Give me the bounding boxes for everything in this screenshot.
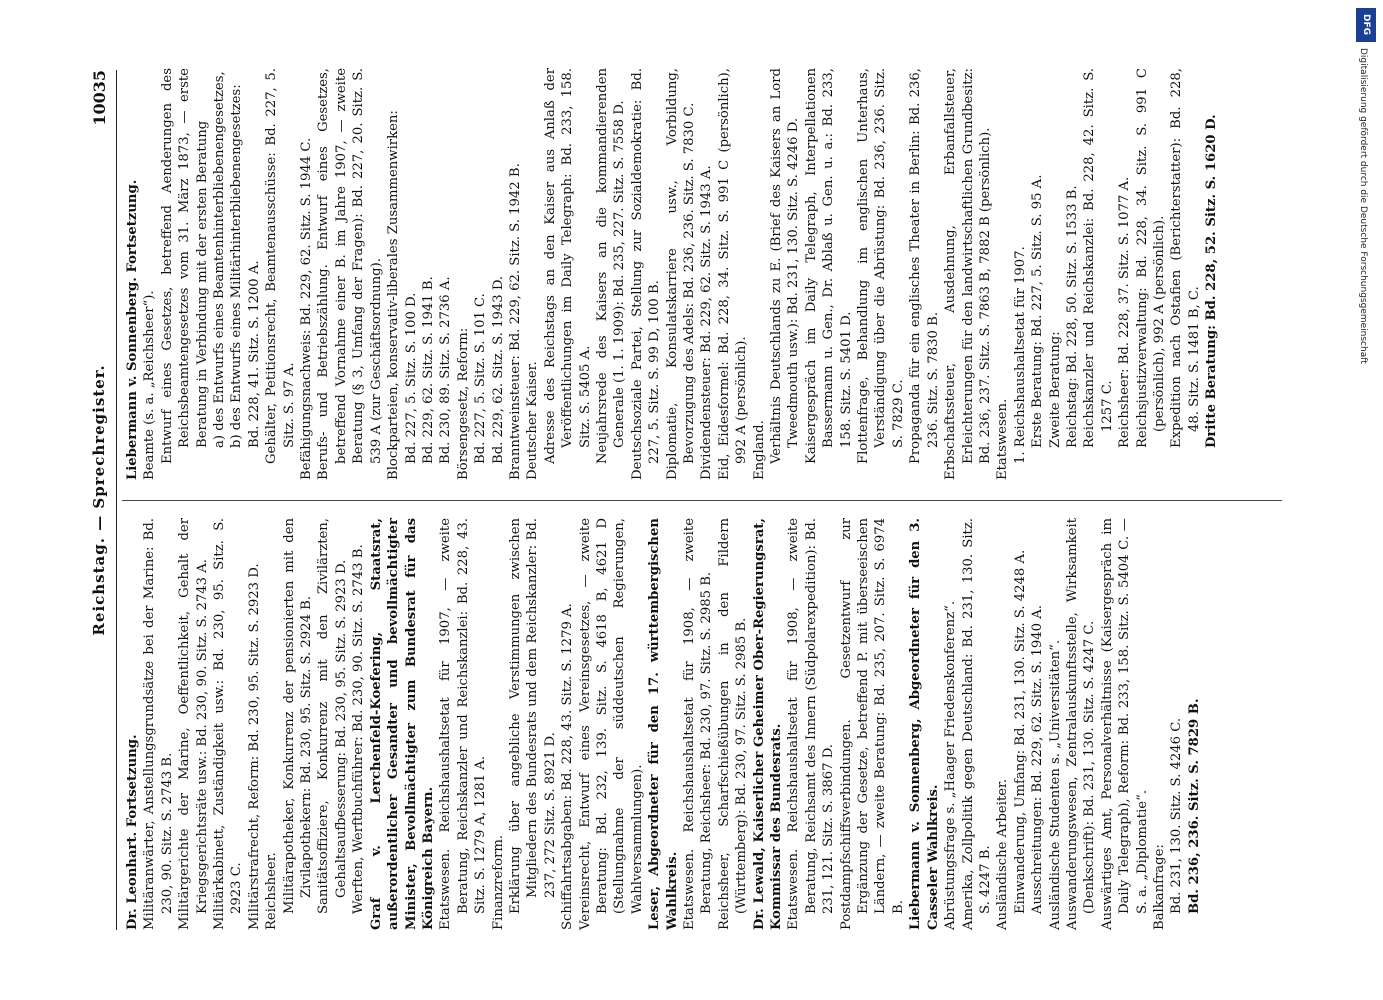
register-entry: Beamte (s. a. „Reichsheer“).: [141, 290, 157, 480]
register-entry: Etatswesen. Reichshaushaltsetat für 1908, — zweite Beratung, Reichsheer: Bd. 230, 97. Sitz. S. 2985 B.: [681, 518, 714, 930]
register-entry: Eid, Eidesformel: Bd. 228, 34. Sitz. S. 991 C (persönlich), 992 A (persönlich).: [716, 68, 749, 480]
register-entry: Reichstag: Bd. 228, 50. Sitz. S. 1533 B.: [1064, 185, 1080, 448]
register-entry: b) des Entwurfs eines Militärhinterbliebenengesetzes:: [228, 84, 244, 448]
register-entry: Bd. 229, 62. Sitz. S. 1941 B.: [420, 276, 436, 464]
header-rule: [116, 70, 117, 930]
register-entry: Kaisergespräch im Daily Telegraph, Interpellationen Bassermann u. Gen., Dr. Ablaß u. Gen. u. a.: Bd. 233, 158. Sitz. S. 5401 D.: [803, 68, 854, 464]
register-entry: Vereinsrecht, Entwurf eines Vereinsgesetzes, — zweite Beratung: Bd. 232, 139. Sitz. S. 4618 B, 4621 D (Stellungnahme der süddeutschen Regierungen, Wahlversammlungen).: [577, 518, 645, 930]
register-entry: Militärstrafrecht, Reform: Bd. 230, 95. Sitz. S. 2923 D.: [246, 563, 262, 930]
document-page: [72, 30, 1312, 970]
register-entry: Bd. 227, 5. Sitz. S. 100 D.: [403, 292, 418, 464]
register-entry: Militärapotheker, Konkurrenz der pensionierten mit den Zivilapothekern: Bd. 230, 95. Sitz. S. 2924 B.: [281, 518, 314, 914]
register-entry: Etatswesen. Reichshaushaltsetat für 1907, — zweite Beratung, Reichskanzler und Reichskanzlei: Bd. 228, 43. Sitz. S. 1279 A, 1281 A.: [437, 518, 488, 930]
register-entry: Reichsheer, Scharfschießübungen in den Fildern (Württemberg): Bd. 230, 97. Sitz. S. 2985 B.: [716, 518, 749, 930]
register-entry: Erklärung über angebliche Verstimmungen zwischen Mitgliedern des Bundesrats und dem Reichskanzler: Bd. 237, 272 Sitz. S. 8921 D.: [507, 518, 558, 914]
register-entry: Militärkabinett, Zuständigkeit usw.: Bd. 230, 95. Sitz. S. 2923 C.: [211, 518, 244, 930]
register-entry: Ausschreitungen: Bd. 229, 62. Sitz. S. 1940 A.: [1029, 605, 1045, 914]
register-entry: Reichsheer.: [263, 852, 279, 930]
register-entry: 1. Reichshaushaltsetat für 1907.: [1012, 246, 1028, 464]
register-entry: Etatswesen. Reichshaushaltsetat für 1908, — zweite Beratung, Reichsamt des Innern (Südpolarexpedition): Bd. 231, 121. Sitz. S. 3867 D.: [785, 518, 836, 930]
register-entry: Neujahrsrede des Kaisers an die kommandierenden Generale (1. 1. 1909): Bd. 235, 227. Sitz. S. 7558 D.: [594, 68, 627, 464]
register-heading: Liebermann v. Sonnenberg, Abgeordneter für den 3. Casseler Wahlkreis.: [907, 518, 941, 930]
register-entry: Entwurf eines Gesetzes, betreffend Aenderungen des Reichsbeamtengesetzes vom 31. März 1873, — erste Beratung in Verbindung mit der ersten Beratung: [159, 68, 210, 464]
register-entry: Bd. 227, 5. Sitz. S. 101 C.: [472, 293, 488, 464]
register-entry: Erbschaftssteuer, Ausdehnung, Erbanfallsteuer, Erleichterungen für den landwirtschaftlichen Grundbesitz: Bd. 236, 237. Sitz. S. 7863 B, 7882 B (persönlich).: [942, 68, 993, 480]
left-column: [124, 518, 1203, 930]
register-entry: Einwanderung, Umfang: Bd. 231, 130. Sitz. S. 4248 A.: [1012, 549, 1028, 914]
register-entry: Befähigungsnachweis: Bd. 229, 62. Sitz. S. 1944 C.: [298, 137, 314, 480]
register-entry: Dritte Beratung: Bd. 228, 52. Sitz. S. 1620 D.: [1203, 114, 1219, 448]
page-header: [90, 70, 112, 930]
register-entry: Bd. 229, 62. Sitz. S. 1943 D.: [490, 275, 506, 464]
register-entry: Reichskanzler und Reichskanzlei: Bd. 228, 42. Sitz. S. 1257 C.: [1081, 68, 1115, 448]
register-entry: Sanitätsoffiziere, Konkurrenz mit den Zivilärzten, Gehaltsaufbesserung: Bd. 230, 95. Sitz. S. 2923 D.: [315, 518, 349, 914]
right-column: [124, 68, 1221, 480]
register-entry: Ausländische Studenten s. „Universitäten“.: [1047, 639, 1063, 930]
register-entry: Expedition nach Ostafien (Berichterstatter): Bd. 228, 48. Sitz. S. 1481 B, C.: [1168, 68, 1202, 448]
register-entry: Militärgerichte der Marine, Oeffentlichkeit, Gehalt der Kriegsgerichtsräte usw.: Bd. 230, 90. Sitz. S. 2743 A.: [176, 518, 210, 930]
dfg-logo: DFG: [1356, 8, 1376, 42]
register-entry: Propaganda für ein englisches Theater in Berlin: Bd. 236, 236. Sitz. S. 7830 B.: [907, 68, 941, 464]
register-entry: Adresse des Reichstags an den Kaiser aus Anlaß der Veröffentlichungen im Daily Telegraph: Bd. 233, 158. Sitz. S. 5405 A.: [542, 68, 593, 464]
register-entry: Dividendensteuer: Bd. 229, 62. Sitz. S. 1943 A.: [698, 165, 714, 480]
register-entry: Branntweinsteuer: Bd. 229, 62. Sitz. S. 1942 B.: [507, 163, 523, 480]
column-divider: [122, 500, 1282, 501]
register-entry: Etatswesen.: [994, 398, 1010, 480]
register-entry: a) des Entwurfs eines Beamtenhinterbliebenengesetzes,: [211, 71, 227, 448]
register-entry: Finanzreform.: [490, 834, 506, 930]
register-entry: Bd. 230, 89. Sitz. S. 2736 A.: [437, 276, 453, 464]
page-number: 10035: [89, 70, 109, 126]
register-entry: Deutscher Kaiser.: [524, 361, 540, 480]
register-entry: Börsengesetz, Reform:: [455, 327, 471, 480]
register-entry: Abrüstungsfrage s. „Haager Friedenskonferenz“.: [942, 600, 958, 930]
register-heading: Liebermann v. Sonnenberg. Fortsetzung.: [124, 179, 140, 480]
register-entry: Ausländische Arbeiter.: [994, 778, 1010, 930]
register-entry: Amerika, Zollpolitik gegen Deutschland: Bd. 231, 130. Sitz. S. 4247 B.: [960, 518, 993, 930]
register-entry: Flottenfrage, Behandlung im englischen Unterhaus, Verständigung über die Abrüstung: Bd. 236, 236. Sitz. S. 7829 C.: [855, 68, 906, 464]
register-heading: Leser, Abgeordneter für den 17. württembergischen Wahlkreis.: [646, 518, 680, 930]
register-entry: Bd. 236, 236. Sitz. S. 7829 B.: [1186, 698, 1202, 914]
dfg-attribution: [1355, 8, 1377, 998]
register-entry: Bd. 231, 130. Sitz. S. 4246 C.: [1168, 717, 1184, 914]
register-entry: England.: [751, 420, 767, 480]
register-entry: Berufs- und Betriebszählung. Entwurf eines Gesetzes, betreffend Vornahme einer B. im Jahre 1907, — zweite Beratung (§ 3, Umfang der Fragen): Bd. 227, 20. Sitz. S. 539 A (zur Geschäftsordnung).: [315, 68, 384, 480]
register-heading: Dr. Lewald, Kaiserlicher Geheimer Ober-Regierungsrat, Kommissar des Bundesrats.: [751, 518, 784, 930]
register-entry: Zweite Beratung:: [1047, 331, 1063, 448]
register-entry: Gehälter, Petitionsrecht, Beamtenausschüsse: Bd. 227, 5. Sitz. S. 97 A.: [263, 68, 297, 464]
register-entry: Auswanderungswesen, Zentralauskunftsstelle, Wirksamkeit (Denkschrift): Bd. 231, 130. Sitz. S. 4247 C.: [1064, 518, 1097, 930]
register-entry: Werften, Werftbuchführer: Bd. 230, 90. Sitz. S. 2743 B.: [350, 544, 366, 914]
register-entry: Postdampfschiffsverbindungen. Gesetzentwurf zur Ergänzung der Gesetze, betreffend P. mit überseeischen Ländern, — zweite Beratung: Bd. 235, 207. Sitz. S. 6974 B.: [838, 518, 906, 930]
register-entry: Verhältnis Deutschlands zu E. (Brief des Kaisers an Lord Tweedmouth usw.): Bd. 231, 130. Sitz. S. 4246 D.: [768, 68, 801, 464]
register-entry: Reichsjustizverwaltung: Bd. 228, 34. Sitz. S. 991 C (persönlich), 992 A (persönlich).: [1134, 68, 1167, 448]
register-entry: Auswärtiges Amt, Personalverhältnisse (Kaisergespräch im Daily Telegraph), Reform: Bd. 233, 158. Sitz. S. 5404 C. — S. a. „Diplomatie“.: [1099, 518, 1150, 930]
register-entry: Erste Beratung: Bd. 227, 5. Sitz. S. 95 A.: [1029, 174, 1045, 448]
running-title: Reichstag. — Sprechregister.: [89, 364, 108, 636]
register-entry: Blockparteien, konservativ-liberales Zusammenwirken:: [385, 110, 401, 480]
register-heading: Graf v. Lerchenfeld-Koefering, Staatsrat, außerordentlicher Gesandter und bevollmächtigter Minister, Bevollmächtigter zum Bundesrat für das Königreich Bayern.: [368, 518, 436, 930]
register-entry: Militäranwärter, Anstellungsgrundsätze bei der Marine: Bd. 230, 90. Sitz. S. 2743 B.: [141, 518, 175, 930]
register-entry: Deutschsoziale Partei, Stellung zur Sozialdemokratie: Bd. 227, 5. Sitz. S. 99 D, 100 B.: [629, 68, 662, 480]
register-entry: Diplomatie, Konsulatskarriere usw., Vorbildung, Bevorzugung des Adels: Bd. 236, 236. Sitz. S. 7830 C.: [664, 68, 697, 480]
register-heading: Dr. Leonhart. Fortsetzung.: [124, 734, 140, 930]
register-entry: Balkanfrage:: [1151, 844, 1167, 930]
dfg-credit-text: Digitalisierung gefördert durch die Deutsche Forschungsgemeinschaft: [1358, 48, 1368, 364]
register-entry: Reichsheer: Bd. 228, 37. Sitz. S. 1077 A.: [1116, 176, 1132, 448]
register-entry: Schiffahrtsabgaben: Bd. 228, 43. Sitz. S. 1279 A.: [559, 603, 575, 930]
register-entry: Bd. 228, 41. Sitz. S. 1200 A.: [246, 260, 262, 448]
